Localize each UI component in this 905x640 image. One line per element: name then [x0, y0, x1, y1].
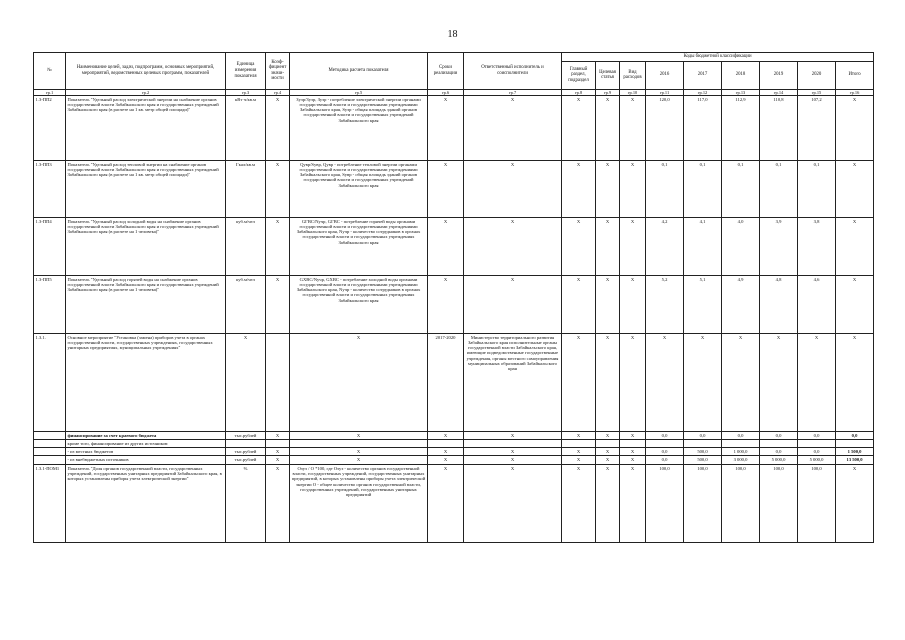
colnum-cell: гр.14	[760, 89, 798, 95]
cell-v20: 4,6	[798, 275, 836, 333]
cell-v18: X	[722, 333, 760, 431]
cell-name: Показатель "Удельный расход тепловой энергии на снабжение органов государственной власти Забайкальского края и государственных учреждений Забайкальского края (в расчете на 1 кв. метр общей площади)"	[66, 160, 226, 217]
financing-row	[34, 456, 874, 464]
cell-coef: X	[266, 431, 290, 439]
cell-method: Qувр/Sувр, Qувр - потребление тепловой энергии органами государственной власти и государственными учреждениями Забайкальского края, Sувр - общая площадь зданий органов государственной власти и государственных учреждений Забайкальского края	[290, 160, 428, 217]
cell-v19: 100,0	[760, 464, 798, 542]
cell-v19: 0,0	[760, 431, 798, 439]
table-row	[34, 275, 874, 333]
colnum-cell: гр.15	[798, 89, 836, 95]
cell-gr	[562, 439, 596, 447]
cell-gr: X	[562, 456, 596, 464]
cell-gr: X	[562, 160, 596, 217]
cell-name: финансирование за счет краевого бюджета	[66, 431, 226, 439]
cell-v17: 100,0	[684, 464, 722, 542]
colnum-cell: гр.13	[722, 89, 760, 95]
cell-coef: X	[266, 217, 290, 275]
financing-row	[34, 431, 874, 439]
cell-coef	[266, 333, 290, 431]
cell-vr: X	[620, 160, 646, 217]
table-row	[34, 95, 874, 160]
cell-unit: %	[226, 464, 266, 542]
cell-method: X	[290, 431, 428, 439]
header-2018: 2018	[722, 61, 760, 89]
cell-coef: X	[266, 464, 290, 542]
header-num: №	[34, 53, 66, 90]
header-gr-razd: Главный раздел, подраздел	[562, 61, 596, 89]
cell-tot: X	[836, 275, 874, 333]
cell-v16: 0,0	[646, 448, 684, 456]
colnum-cell: гр.5	[290, 89, 428, 95]
cell-tot: X	[836, 217, 874, 275]
cell-vr: X	[620, 333, 646, 431]
cell-v16: 0,1	[646, 160, 684, 217]
colnum-cell: гр.16	[836, 89, 874, 95]
cell-resp: Министерство территориального развития Забайкальского края исполнительные органы государственной власти Забайкальского края, имеющие подведомственные государственные учреждения, органы местного самоуправления муниципальных образований Забайкальского края	[464, 333, 562, 431]
cell-v18: 3 000,0	[722, 456, 760, 464]
cell-resp: X	[464, 431, 562, 439]
cell-term: X	[428, 464, 464, 542]
cell-v18: 100,0	[722, 464, 760, 542]
cell-vr: X	[620, 431, 646, 439]
cell-tot	[836, 439, 874, 447]
cell-tot: X	[836, 95, 874, 160]
cell-vr: X	[620, 456, 646, 464]
table-row	[34, 217, 874, 275]
cell-v16: 0,0	[646, 456, 684, 464]
cell-v19: 3,9	[760, 217, 798, 275]
cell-unit: куб.м/чел	[226, 217, 266, 275]
cell-num: 1.3-ПП3	[34, 160, 66, 217]
header-coef: Коэф-фициент значи-мости	[266, 53, 290, 90]
cell-gr: X	[562, 95, 596, 160]
cell-tot: 1 500,0	[836, 448, 874, 456]
header-target: Целевая статья	[596, 61, 620, 89]
colnum-cell: гр.11	[646, 89, 684, 95]
cell-v16: 4,2	[646, 217, 684, 275]
cell-v19: 5 000,0	[760, 456, 798, 464]
cell-v20	[798, 439, 836, 447]
colnum-cell: гр.3	[226, 89, 266, 95]
cell-cs: X	[596, 217, 620, 275]
cell-v16: X	[646, 333, 684, 431]
cell-term: X	[428, 431, 464, 439]
cell-unit: Гкал/кв.м	[226, 160, 266, 217]
cell-method: Оэуэ / О *100, где Оэуэ - количество органов государственной власти, государственных учреждений, государственных унитарных предприятий, в которых установлены приборы учета электрической энергии О - общее количество органов государственной власти, государственных учреждений, государственных унитарных предприятий	[290, 464, 428, 542]
cell-v19: 110,8	[760, 95, 798, 160]
colnum-cell: гр.1	[34, 89, 66, 95]
cell-name: Показатель "Доля органов государственной власти, государственных учреждений, государственных унитарных предприятий Забайкальского края, в которых установлены приборы учета электрической энергии"	[66, 464, 226, 542]
cell-v18: 0,0	[722, 431, 760, 439]
indicators-table	[33, 52, 874, 543]
cell-v17: 0,1	[684, 160, 722, 217]
cell-coef: X	[266, 160, 290, 217]
colnum-cell: гр.9	[596, 89, 620, 95]
header-2017: 2017	[684, 61, 722, 89]
cell-num	[34, 439, 66, 447]
cell-v18: 4,9	[722, 275, 760, 333]
cell-num: 1.3.1-ПОМ1	[34, 464, 66, 542]
cell-coef	[266, 439, 290, 447]
header-term: Сроки реализации	[428, 53, 464, 90]
cell-coef: X	[266, 275, 290, 333]
cell-v20: 107,2	[798, 95, 836, 160]
cell-v18	[722, 439, 760, 447]
cell-name: кроме того, финансирование из других источников:	[66, 439, 226, 447]
cell-tot: X	[836, 160, 874, 217]
cell-tot: X	[836, 333, 874, 431]
cell-vr: X	[620, 448, 646, 456]
header-resp: Ответственный исполнитель и соисполнители	[464, 53, 562, 90]
cell-unit: тыс.рублей	[226, 448, 266, 456]
header-name: Наименование целей, задач, подпрограмм, основных мероприятий, мероприятий, ведомственных целевых программ, показателей	[66, 53, 226, 90]
cell-v20: 3,8	[798, 217, 836, 275]
header-row-1	[34, 53, 874, 62]
cell-num	[34, 431, 66, 439]
cell-v20: 0,0	[798, 448, 836, 456]
cell-coef: X	[266, 95, 290, 160]
financing-row	[34, 448, 874, 456]
cell-cs: X	[596, 95, 620, 160]
cell-v17: 0,0	[684, 431, 722, 439]
cell-cs: X	[596, 431, 620, 439]
cell-gr: X	[562, 448, 596, 456]
cell-v19: 0,1	[760, 160, 798, 217]
cell-v16	[646, 439, 684, 447]
cell-resp: X	[464, 456, 562, 464]
cell-method: GГВС/Nучр, GГВС - потребление горячей воды органами государственной власти и государственными учреждениями Забайкальского края, Nучр - количество сотрудников в органах государственной власти и государственных учреждениях Забайкальского края	[290, 217, 428, 275]
cell-v20: 0,1	[798, 160, 836, 217]
cell-name: Показатель "Удельный расход горячей воды на снабжение органов государственной власти Забайкальского края и государственных учреждений Забайкальского края (в расчете на 1 человека)"	[66, 275, 226, 333]
cell-tot: X	[836, 464, 874, 542]
cell-coef: X	[266, 448, 290, 456]
cell-name: - из местных бюджетов	[66, 448, 226, 456]
cell-vr: X	[620, 95, 646, 160]
colnum-cell: гр.7	[464, 89, 562, 95]
cell-v18: 112,9	[722, 95, 760, 160]
cell-gr: X	[562, 217, 596, 275]
cell-cs	[596, 439, 620, 447]
cell-cs: X	[596, 448, 620, 456]
cell-gr: X	[562, 333, 596, 431]
header-unit: Единица измерения показателя	[226, 53, 266, 90]
cell-v20: 0,0	[798, 431, 836, 439]
cell-v17: 500,0	[684, 448, 722, 456]
header-total: Итого	[836, 61, 874, 89]
cell-resp: X	[464, 448, 562, 456]
cell-method: X	[290, 333, 428, 431]
cell-v17: 5,1	[684, 275, 722, 333]
cell-term: X	[428, 160, 464, 217]
cell-num: 1.3.1.	[34, 333, 66, 431]
cell-tot: 13 500,0	[836, 456, 874, 464]
cell-unit: тыс.рублей	[226, 456, 266, 464]
cell-v16: 100,0	[646, 464, 684, 542]
cell-method: GХВС/Nучр, GХВС - потребление холодной воды органами государственной власти и государственными учреждениями Забайкальского края, Nучр - количество сотрудников в органах государственной власти и государственных учреждениях Забайкальского края	[290, 275, 428, 333]
cell-v16: 120,0	[646, 95, 684, 160]
cell-cs: X	[596, 464, 620, 542]
header-budget-codes: Коды бюджетной классификации	[562, 53, 874, 62]
cell-vr: X	[620, 464, 646, 542]
cell-method: Зуэр/Зуэр, Зуэр - потребление электрической энергии органами государственной власти и государственными учреждениями Забайкальского края, Sуэр - общая площадь зданий органов государственной власти и государственных учреждений Забайкальского края	[290, 95, 428, 160]
colnum-cell: гр.12	[684, 89, 722, 95]
header-2019: 2019	[760, 61, 798, 89]
cell-term: X	[428, 217, 464, 275]
cell-v17: X	[684, 333, 722, 431]
cell-name: Показатель "Удельный расход электрической энергии на снабжение органов государственной власти Забайкальского края и государственных учреждений Забайкальского края (в расчете на 1 кв. метр общей площади)"	[66, 95, 226, 160]
header-2016: 2016	[646, 61, 684, 89]
financing-row	[34, 439, 874, 447]
cell-term: X	[428, 95, 464, 160]
cell-num: 1.3-ПП5	[34, 275, 66, 333]
cell-cs: X	[596, 275, 620, 333]
cell-name: Показатель "Удельный расход холодной воды на снабжение органов государственной власти Забайкальского края и государственных учреждений Забайкальского края (в расчете на 1 человека)"	[66, 217, 226, 275]
table-row	[34, 160, 874, 217]
cell-gr: X	[562, 275, 596, 333]
cell-coef: X	[266, 456, 290, 464]
cell-v20: 100,0	[798, 464, 836, 542]
cell-v20: X	[798, 333, 836, 431]
colnum-cell: гр.2	[66, 89, 226, 95]
colnum-cell: гр.10	[620, 89, 646, 95]
cell-v18: 0,1	[722, 160, 760, 217]
cell-resp: X	[464, 95, 562, 160]
cell-unit	[226, 439, 266, 447]
cell-method	[290, 439, 428, 447]
table-body	[34, 95, 874, 542]
header-vid: Вид расходов	[620, 61, 646, 89]
cell-num	[34, 448, 66, 456]
cell-term: X	[428, 275, 464, 333]
cell-term	[428, 439, 464, 447]
cell-v17: 117,0	[684, 95, 722, 160]
cell-v19	[760, 439, 798, 447]
cell-cs: X	[596, 160, 620, 217]
cell-v19: 4,8	[760, 275, 798, 333]
cell-method: X	[290, 456, 428, 464]
colnum-cell: гр.6	[428, 89, 464, 95]
cell-v17: 4,1	[684, 217, 722, 275]
cell-unit: X	[226, 333, 266, 431]
cell-vr: X	[620, 275, 646, 333]
cell-v18: 1 000,0	[722, 448, 760, 456]
cell-term: X	[428, 456, 464, 464]
cell-vr	[620, 439, 646, 447]
cell-v19: X	[760, 333, 798, 431]
cell-cs: X	[596, 456, 620, 464]
cell-vr: X	[620, 217, 646, 275]
cell-v17	[684, 439, 722, 447]
cell-v16: 0,0	[646, 431, 684, 439]
header-2020: 2020	[798, 61, 836, 89]
cell-cs: X	[596, 333, 620, 431]
cell-unit: куб.м/чел	[226, 275, 266, 333]
cell-resp: X	[464, 275, 562, 333]
colnum-cell: гр.8	[562, 89, 596, 95]
cell-name: Основное мероприятие "Установка (замена) приборов учета в органах государственной власти, государственных учреждениях, государственных унитарных предприятиях, муниципальных учреждениях"	[66, 333, 226, 431]
table-row	[34, 464, 874, 542]
cell-term: 2017-2020	[428, 333, 464, 431]
table-row	[34, 333, 874, 431]
cell-term: X	[428, 448, 464, 456]
page-number: 18	[447, 29, 458, 40]
cell-v18: 4,0	[722, 217, 760, 275]
cell-resp: X	[464, 160, 562, 217]
cell-method: X	[290, 448, 428, 456]
cell-num: 1.3-ПП2	[34, 95, 66, 160]
cell-num: 1.3-ПП4	[34, 217, 66, 275]
header-method: Методика расчета показателя	[290, 53, 428, 90]
cell-v16: 5,2	[646, 275, 684, 333]
cell-resp: X	[464, 217, 562, 275]
cell-v17: 500,0	[684, 456, 722, 464]
cell-resp	[464, 439, 562, 447]
cell-gr: X	[562, 464, 596, 542]
colnum-cell: гр.4	[266, 89, 290, 95]
cell-num	[34, 456, 66, 464]
cell-tot: 0,0	[836, 431, 874, 439]
cell-name: - из внебюджетных источников	[66, 456, 226, 464]
cell-gr: X	[562, 431, 596, 439]
cell-resp: X	[464, 464, 562, 542]
cell-v19: 0,0	[760, 448, 798, 456]
cell-unit: кВт·ч/кв.м	[226, 95, 266, 160]
cell-unit: тыс.рублей	[226, 431, 266, 439]
cell-v20: 5 000,0	[798, 456, 836, 464]
